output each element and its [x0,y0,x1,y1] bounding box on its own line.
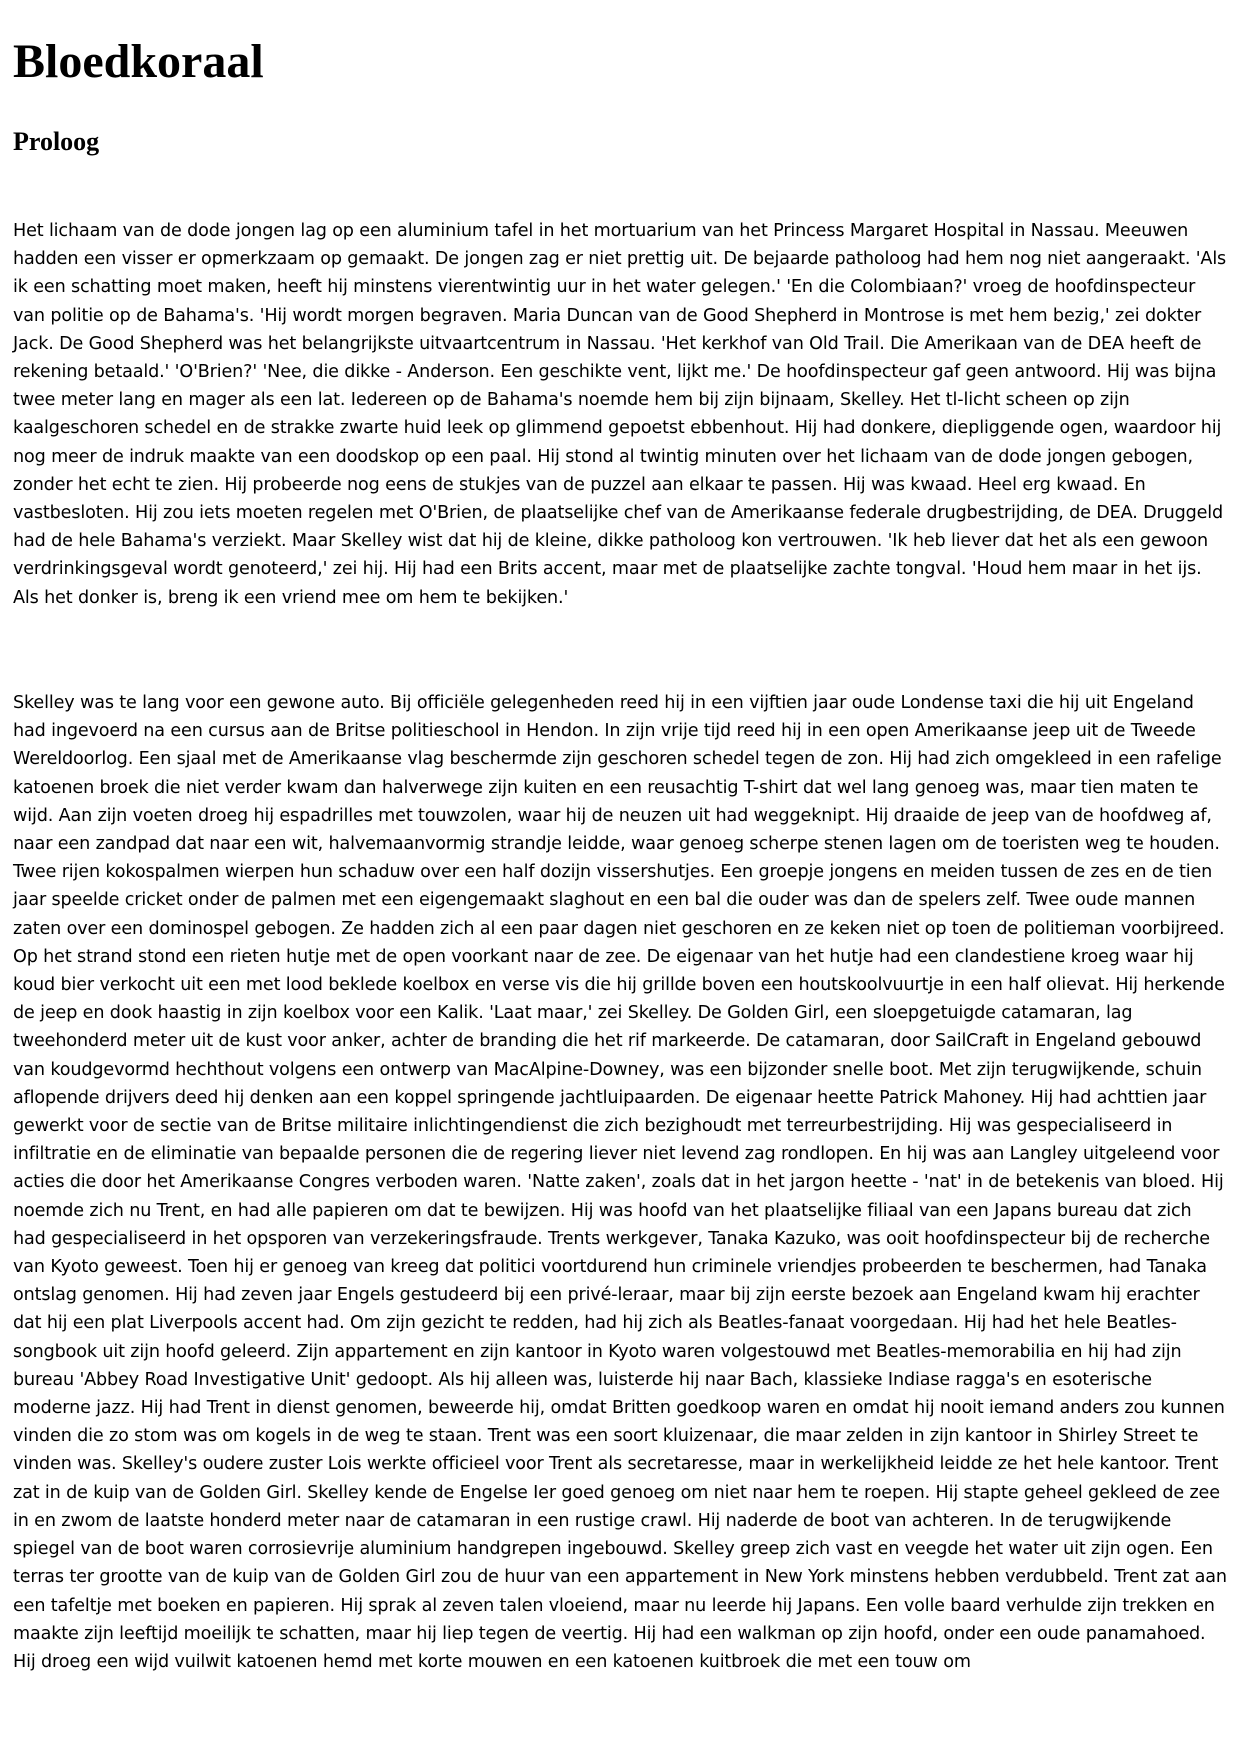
paragraph: Skelley was te lang voor een gewone auto. Bij officiële gelegenheden reed hij in een vijftien jaar oude Londense taxi die hij uit Engeland had ingevoerd na een cursus aan de Britse politieschool in Hendon. In zijn vrije tijd reed hij in een open Amerikaanse jeep uit de Tweede Wereldoorlog. Een sjaal met de Amerikaanse vlag beschermde zijn geschoren schedel tegen de zon. Hij had zich omgekleed in een rafelige katoenen broek die niet verder kwam dan halverwege zijn kuiten en een reusachtig T-shirt dat wel lang genoeg was, maar tien maten te wijd. Aan zijn voeten droeg hij espadrilles met touwzolen, waar hij de neuzen uit had weggeknipt. Hij draaide de jeep van de hoofdweg af, naar een zandpad dat naar een wit, halvemaanvormig strandje leidde, waar genoeg scherpe stenen lagen om de toeristen weg te houden. Twee rijen kokospalmen wierpen hun schaduw over een half dozijn vissershutjes. Een groepje jongens en meiden tussen de zes en de tien jaar speelde cricket onder de palmen met een eigengemaakt slaghout en een bal die ouder was dan de spelers zelf. Twee oude mannen zaten over een dominospel gebogen. Ze hadden zich al een paar dagen niet geschoren en ze keken niet op toen de politieman voorbijreed. Op het strand stond een rieten hutje met de open voorkant naar de zee. De eigenaar van het hutje had een clandestiene kroeg waar hij koud bier verkocht uit een met lood beklede koelbox en verse vis die hij grillde boven een houtskoolvuurtje in een half olievat. Hij herkende de jeep en dook haastig in zijn koelbox voor een Kalik. 'Laat maar,' zei Skelley. De Golden Girl, een sloepgetuigde catamaran, lag tweehonderd meter uit de kust voor anker, achter de branding die het rif markeerde. De catamaran, door SailCraft in Engeland gebouwd van koudgevormd hechthout volgens een ontwerp van MacAlpine-Downey, was een bijzonder snelle boot. Met zijn terugwijkende, schuin aflopende drijvers deed hij denken aan een koppel springende jachtluipaarden. De eigenaar heette Patrick Mahoney. Hij had achttien jaar gewerkt voor de sectie van de Britse militaire inlichtingendienst die zich bezighoudt met terreurbestrijding. Hij was gespecialiseerd in infiltratie en de eliminatie van bepaalde personen die de regering liever niet levend zag rondlopen. En hij was aan Langley uitgeleend voor acties die door het Amerikaanse Congres verboden waren. 'Natte zaken', zoals dat in het jargon heette - 'nat' in de betekenis van bloed. Hij noemde zich nu Trent, en had alle papieren om dat te bewijzen. Hij was hoofd van het plaatselijke filiaal van een Japans bureau dat zich had gespecialiseerd in het opsporen van verzekeringsfraude. Trents werkgever, Tanaka Kazuko, was ooit hoofdinspecteur bij de recherche van Kyoto geweest. Toen hij er genoeg van kreeg dat politici voortdurend hun criminele vriendjes probeerden te beschermen, had Tanaka ontslag genomen. Hij had zeven jaar Engels gestudeerd bij een privé-leraar, maar bij zijn eerste bezoek aan Engeland kwam hij erachter dat hij een plat Liverpools accent had. Om zijn gezicht te redden, had hij zich als Beatles-fanaat voorgedaan. Hij had het hele Beatles-songbook uit zijn hoofd geleerd. Zijn appartement en zijn kantoor in Kyoto waren volgestouwd met Beatles-memorabilia en hij had zijn bureau 'Abbey Road Investigative Unit' gedoopt. Als hij alleen was, luisterde hij naar Bach, klassieke Indiase ragga's en esoterische moderne jazz. Hij had Trent in dienst genomen, beweerde hij, omdat Britten goedkoop waren en omdat hij nooit iemand anders zou kunnen vinden die zo stom was om kogels in de weg te staan. Trent was een soort kluizenaar, die maar zelden in zijn kantoor in Shirley Street te vinden was. Skelley's oudere zuster Lois werkte officieel voor Trent als secretaresse, maar in werkelijkheid leidde ze het hele kantoor. Trent zat in de kuip van de Golden Girl. Skelley kende de Engelse Ier goed genoeg om niet naar hem te roepen. Hij stapte geheel gekleed de zee in en zwom de laatste honderd meter naar de catamaran in een rustige crawl. Hij naderde de boot van achteren. In de terugwijkende spiegel van de boot waren corrosievrije aluminium handgrepen ingebouwd. Skelley greep zich vast en veegde het water uit zijn ogen. Een terras ter grootte van de kuip van de Golden Girl zou de huur van een appartement in New York minstens hebben verdubbeld. Trent zat aan een tafeltje met boeken en papieren. Hij sprak al zeven talen vloeiend, maar nu leerde hij Japans. Een volle baard verhulde zijn trekken en maakte zijn leeftijd moeilijk te schatten, maar hij liep tegen de veertig. Hij had een walkman op zijn hoofd, onder een oude panamahoed. Hij droeg een wijd vuilwit katoenen hemd met korte mouwen en een katoenen kuitbroek die met een touw om [13,693,1227,1672]
book-title: Bloedkoraal [13,35,264,88]
chapter-title: Proloog [13,127,100,156]
paragraph: Het lichaam van de dode jongen lag op een aluminium tafel in het mortuarium van het Princess Margaret Hospital in Nassau. Meeuwen hadden een visser er opmerkzaam op gemaakt. De jongen zag er niet prettig uit. De bejaarde patholoog had hem nog niet aangeraakt. 'Als ik een schatting moet maken, heeft hij minstens vierentwintig uur in het water gelegen.' 'En die Colombiaan?' vroeg de hoofdinspecteur van politie op de Bahama's. 'Hij wordt morgen begraven. Maria Duncan van de Good Shepherd in Montrose is met hem bezig,' zei dokter Jack. De Good Shepherd was het belangrijkste uitvaartcentrum in Nassau. 'Het kerkhof van Old Trail. Die Amerikaan van de DEA heeft de rekening betaald.' 'O'Brien?' 'Nee, die dikke - Anderson. Een geschikte vent, lijkt me.' De hoofdinspecteur gaf geen antwoord. Hij was bijna twee meter lang en mager als een lat. Iedereen op de Bahama's noemde hem bij zijn bijnaam, Skelley. Het tl-licht scheen op zijn kaalgeschoren schedel en de strakke zwarte huid leek op glimmend gepoetst ebbenhout. Hij had donkere, diepliggende ogen, waardoor hij nog meer de indruk maakte van een doodskop op een paal. Hij stond al twintig minuten over het lichaam van de dode jongen gebogen, zonder het echt te zien. Hij probeerde nog eens de stukjes van de puzzel aan elkaar te passen. Hij was kwaad. Heel erg kwaad. En vastbesloten. Hij zou iets moeten regelen met O'Brien, de plaatselijke chef van de Amerikaanse federale drugbestrijding, de DEA. Druggeld had de hele Bahama's verziekt. Maar Skelley wist dat hij de kleine, dikke patholoog kon vertrouwen. 'Ik heb liever dat het als een gewoon verdrinkingsgeval wordt genoteerd,' zei hij. Hij had een Brits accent, maar met de plaatselijke zachte tongval. 'Houd hem maar in het ijs. Als het donker is, breng ik een vriend mee om hem te bekijken.' [13,221,1227,608]
